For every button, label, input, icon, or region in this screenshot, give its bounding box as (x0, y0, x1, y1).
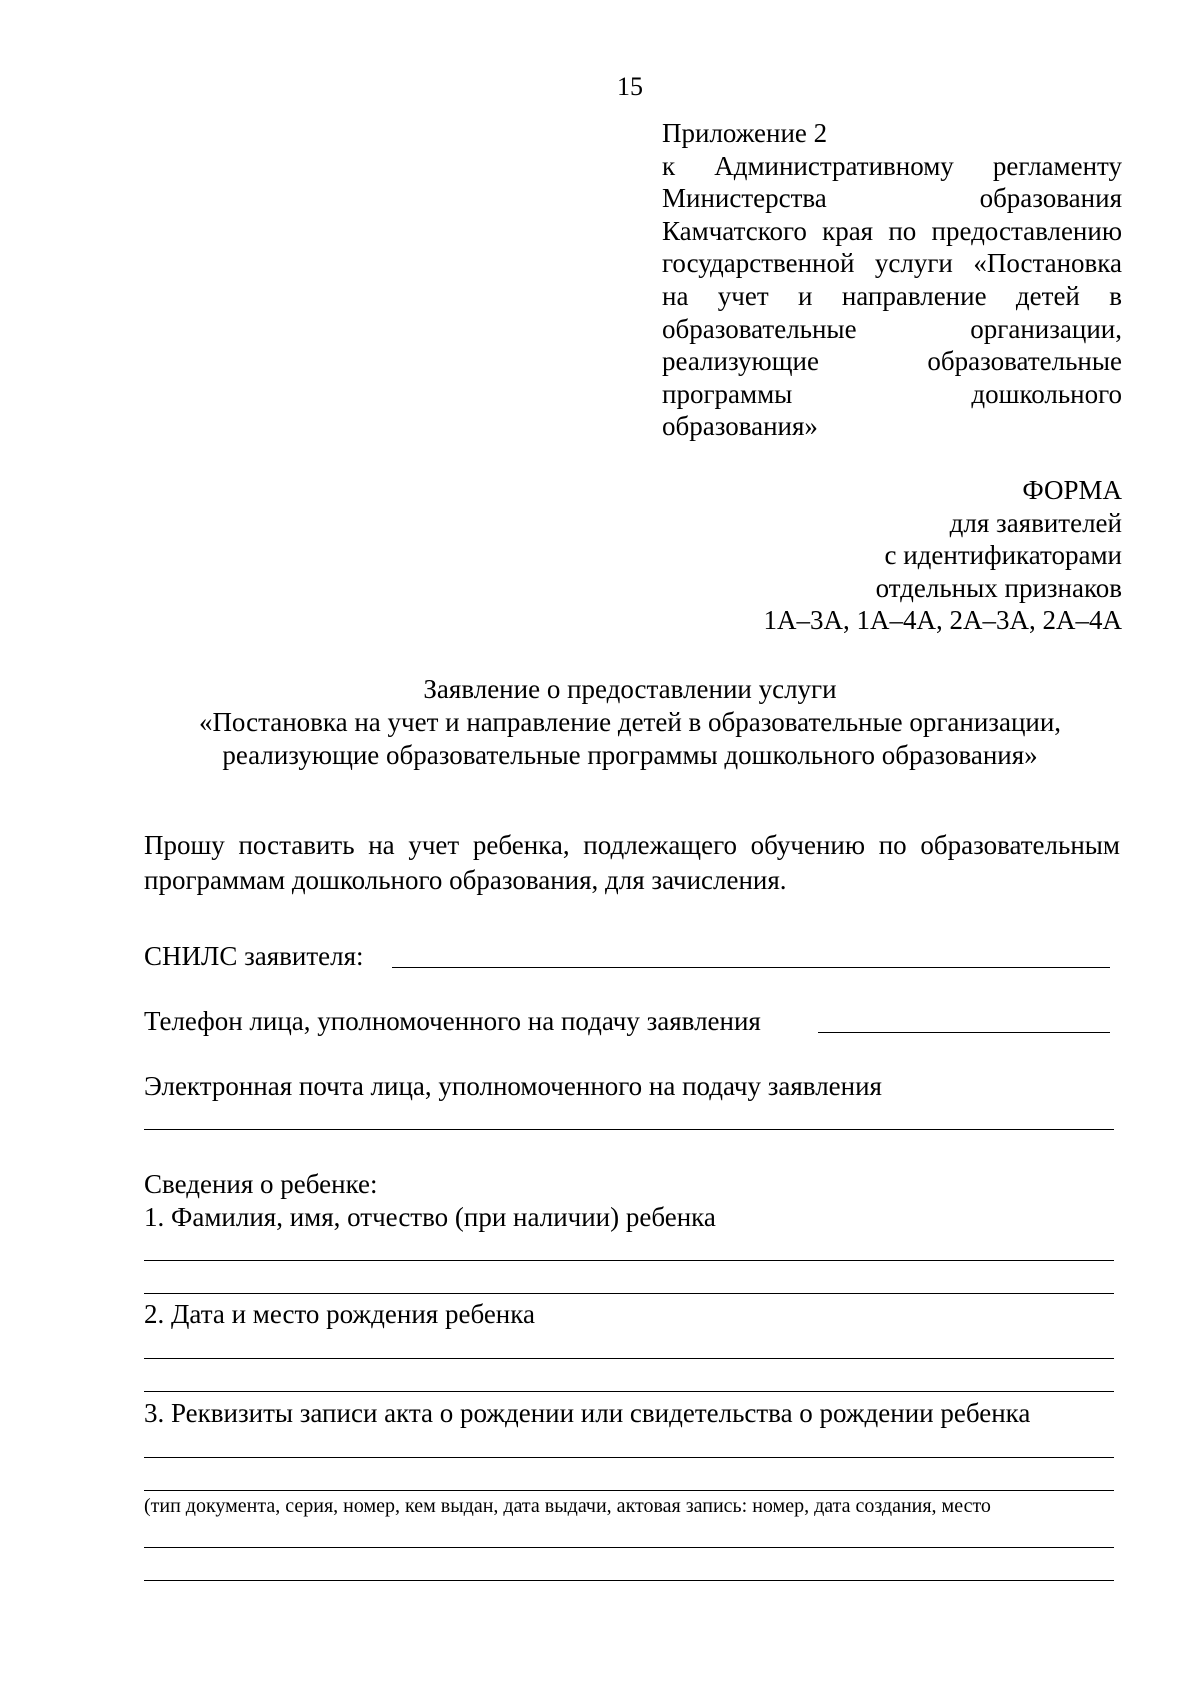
phone-field[interactable] (818, 1032, 1110, 1033)
appendix-line: реализующие образовательные (662, 346, 1122, 377)
appendix-line: Министерства образования (662, 183, 1122, 214)
birth-certificate-field-4[interactable] (144, 1580, 1114, 1581)
child-info-heading: Сведения о ребенке: (144, 1169, 378, 1199)
request-line: программам дошкольного образования, для зачисления. (144, 865, 787, 895)
birth-certificate-label: 3. Реквизиты записи акта о рождении или свидетельства о рождении ребенка (144, 1398, 1031, 1428)
title-line: Заявление о предоставлении услуги (423, 674, 837, 704)
child-name-field[interactable] (144, 1260, 1114, 1261)
snils-label: СНИЛС заявителя: (144, 941, 364, 971)
appendix-block (662, 117, 1122, 443)
email-label: Электронная почта лица, уполномоченного на подачу заявления (144, 1071, 882, 1101)
appendix-line: на учет и направление детей в (662, 280, 1122, 311)
form-header-line: для заявителей (949, 507, 1122, 538)
form-header-line: отдельных признаков (875, 572, 1122, 603)
snils-field[interactable] (392, 967, 1110, 968)
request-line: Прошу поставить на учет ребенка, подлежащего обучению по образовательным (144, 830, 1120, 860)
form-header (764, 474, 1123, 637)
email-field[interactable] (144, 1129, 1114, 1130)
birth-certificate-hint: (тип документа, серия, номер, кем выдан, дата выдачи, актовая запись: номер, дата создания, место (144, 1495, 991, 1517)
form-header-line: ФОРМА (1022, 475, 1122, 505)
child-birth-label: 2. Дата и место рождения ребенка (144, 1299, 535, 1329)
appendix-line: к Административному регламенту (662, 150, 1122, 181)
appendix-line: образовательные организации, (662, 313, 1122, 344)
request-paragraph (144, 828, 1120, 898)
appendix-line: образования» (662, 411, 818, 442)
child-name-field-2[interactable] (144, 1293, 1114, 1294)
birth-certificate-field[interactable] (144, 1457, 1114, 1458)
form-header-line: 1А–3А, 1А–4А, 2А–3А, 2А–4А (763, 605, 1122, 636)
appendix-line: Приложение 2 (662, 118, 828, 148)
document-title (60, 673, 1200, 772)
page-number: 15 (617, 72, 643, 101)
child-birth-field-2[interactable] (144, 1391, 1114, 1392)
appendix-line: Камчатского края по предоставлению (662, 215, 1122, 246)
form-header-line: с идентификаторами (884, 540, 1122, 571)
title-line: «Постановка на учет и направление детей в образовательные организации, (198, 707, 1062, 737)
appendix-line: программы дошкольного (662, 378, 1122, 409)
phone-label: Телефон лица, уполномоченного на подачу заявления (144, 1006, 761, 1036)
child-birth-field[interactable] (144, 1358, 1114, 1359)
birth-certificate-field-3[interactable] (144, 1547, 1114, 1548)
child-name-label: 1. Фамилия, имя, отчество (при наличии) ребенка (144, 1202, 716, 1232)
birth-certificate-field-2[interactable] (144, 1490, 1114, 1491)
title-line: реализующие образовательные программы дошкольного образования» (222, 740, 1038, 770)
appendix-line: государственной услуги «Постановка (662, 248, 1122, 279)
